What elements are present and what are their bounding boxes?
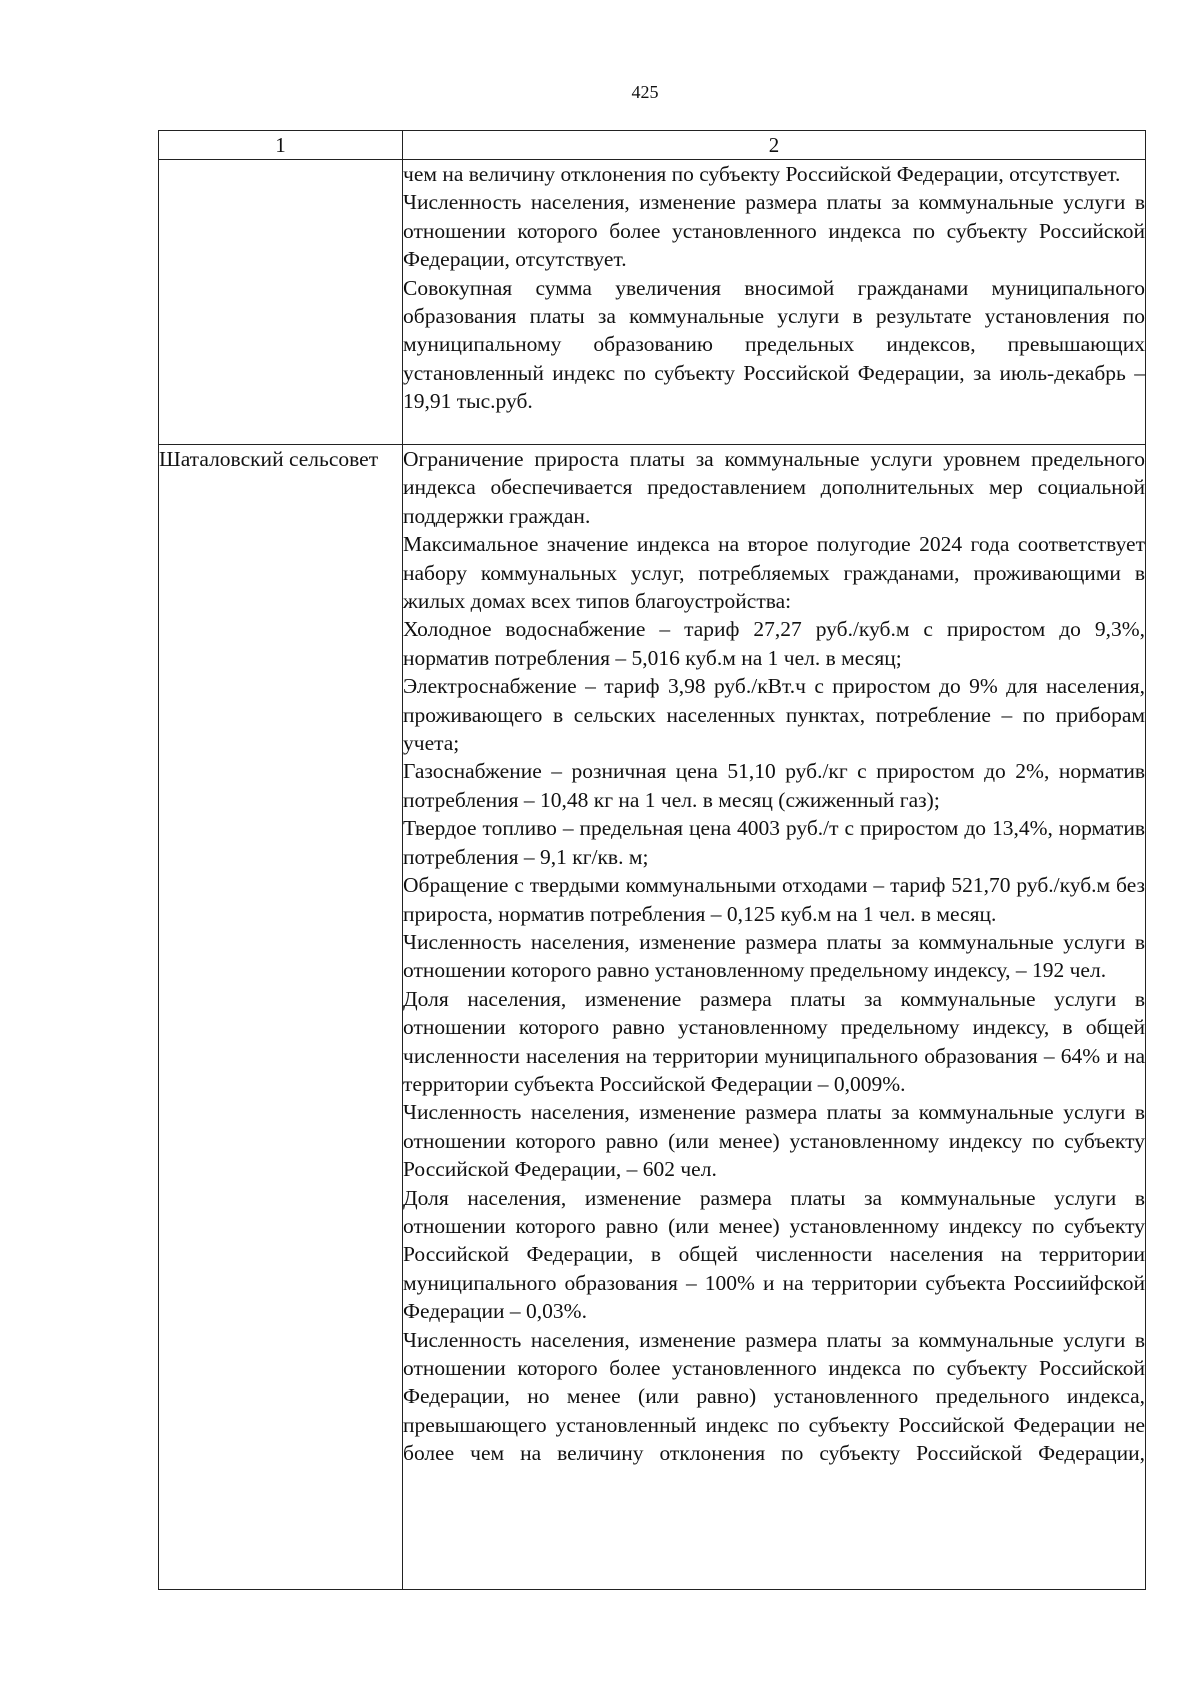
paragraph: Доля населения, изменение размера платы за коммунальные услуги в отношении которого равно (или менее) установленному индексу по субъекту Российской Федерации, в общей численности населения на территории муниципального образования – 100% и на территории субъекта Россиийфской Федерации – 0,03%.	[403, 1185, 1145, 1324]
paragraph: чем на величину отклонения по субъекту Российской Федерации, отсутствует.	[403, 162, 1121, 186]
paragraph: Максимальное значение индекса на второе полугодие 2024 года соответствует набору коммунальных услуг, потребляемых гражданами, проживающими в жилых домах всех типов благоустройства:	[403, 532, 1145, 614]
table-row	[159, 445, 1146, 1590]
paragraph: Газоснабжение – розничная цена 51,10 руб./кг с приростом до 2%, норматив потребления – 10,48 кг на 1 чел. в месяц (сжиженный газ);	[403, 759, 1145, 812]
paragraph: Численность населения, изменение размера платы за коммунальные услуги в отношении которого равно (или менее) установленному индексу по субъекту Российской Федерации, – 602 чел.	[403, 1100, 1145, 1182]
paragraph: Обращение с твердыми коммунальными отходами – тариф 521,70 руб./куб.м без прироста, норматив потребления – 0,125 куб.м на 1 чел. в месяц.	[403, 873, 1145, 926]
paragraph: Твердое топливо – предельная цена 4003 руб./т с приростом до 13,4%, норматив потребления – 9,1 кг/кв. м;	[403, 816, 1145, 869]
content-cell	[403, 445, 1146, 1590]
content-cell	[403, 160, 1146, 445]
paragraph: Холодное водоснабжение – тариф 27,27 руб./куб.м с приростом до 9,3%, норматив потребления – 5,016 куб.м на 1 чел. в месяц;	[403, 617, 1145, 670]
paragraph: Ограничение прироста платы за коммунальные услуги уровнем предельного индекса обеспечивается предоставлением дополнительных мер социальной поддержки граждан.	[403, 447, 1145, 528]
paragraph: Доля населения, изменение размера платы за коммунальные услуги в отношении которого равно установленному предельному индексу, в общей численности населения на территории муниципального образования – 64% и на территории субъекта Российской Федерации – 0,009%.	[403, 986, 1145, 1096]
paragraph: Совокупная сумма увеличения вносимой гражданами муниципального образования платы за коммунальные услуги в результате установления по муниципальному образованию предельных индексов, превышающих установленный индекс по субъекту Российской Федерации, за июль-декабрь – 19,91 тыс.руб.	[403, 275, 1145, 414]
column-header-1: 1	[159, 131, 403, 160]
document-table	[158, 130, 1146, 1590]
column-header-2: 2	[403, 131, 1146, 160]
paragraph: Численность населения, изменение размера платы за коммунальные услуги в отношении которого более установленного индекса по субъекту Российской Федерации, отсутствует.	[403, 190, 1145, 272]
page-number: 425	[631, 82, 659, 102]
paragraph: Численность населения, изменение размера платы за коммунальные услуги в отношении которого равно установленному предельному индексу, – 192 чел.	[403, 929, 1145, 983]
region-cell: Шаталовский сельсовет	[159, 445, 403, 1590]
table-row	[159, 160, 1146, 445]
paragraph: Электроснабжение – тариф 3,98 руб./кВт.ч с приростом до 9% для населения, проживающего в сельских населенных пунктах, потребление – по приборам учета;	[403, 674, 1145, 756]
table-header-row	[159, 131, 1146, 160]
paragraph: Численность населения, изменение размера платы за коммунальные услуги в отношении которого более установленного индекса по субъекту Российской Федерации, но менее (или равно) установленного предельного индекса, превышающего установленный индекс по субъекту Российской Федерации не более чем на величину отклонения по субъекту Российской Федерации,	[403, 1327, 1145, 1466]
region-cell	[159, 160, 403, 445]
